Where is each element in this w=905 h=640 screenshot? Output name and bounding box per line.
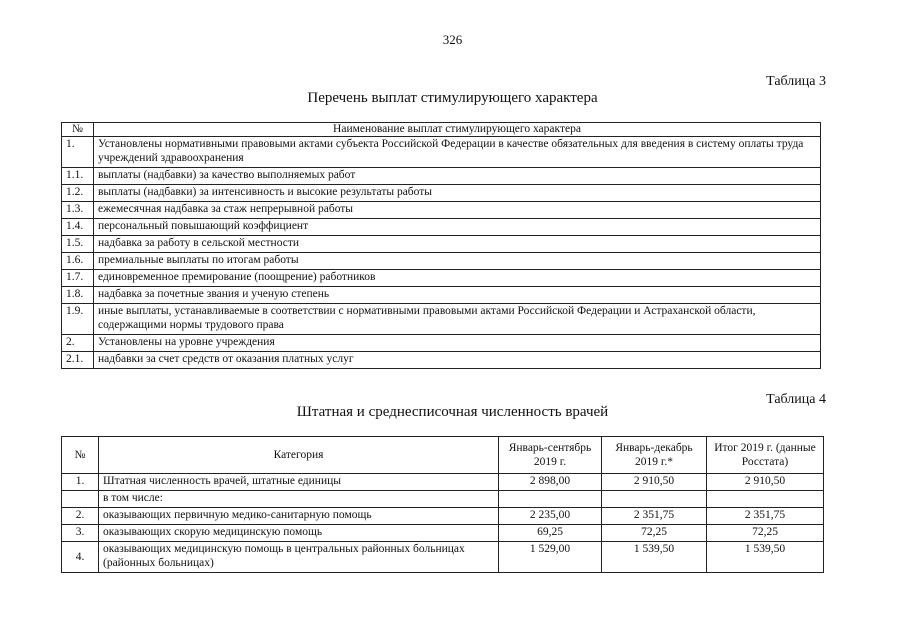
table-row [62, 352, 821, 369]
row-text: иные выплаты, устанавливаемые в соответствии с нормативными правовыми актами Российской Федерации и Астраханской области, содержащими нормы трудового права [94, 304, 821, 335]
row-value-total: 72,25 [707, 525, 824, 542]
table-row [62, 525, 824, 542]
row-number: 1.1. [62, 168, 94, 185]
row-number: 1. [62, 137, 94, 168]
row-text: выплаты (надбавки) за интенсивность и высокие результаты работы [94, 185, 821, 202]
table-row [62, 491, 824, 508]
row-value-jan-sep [499, 491, 602, 508]
row-number: 2. [62, 335, 94, 352]
table4-header-row [62, 437, 824, 474]
table4-header-jan-dec: Январь-декабрь 2019 г.* [602, 437, 707, 474]
row-text: ежемесячная надбавка за стаж непрерывной работы [94, 202, 821, 219]
row-category: оказывающих первичную медико-санитарную помощь [99, 508, 499, 525]
row-value-jan-dec [602, 491, 707, 508]
row-value-total [707, 491, 824, 508]
table-row [62, 335, 821, 352]
row-number [62, 491, 99, 508]
row-category: Штатная численность врачей, штатные единицы [99, 474, 499, 491]
table-row [62, 236, 821, 253]
row-number: 2.1. [62, 352, 94, 369]
row-number: 1.5. [62, 236, 94, 253]
row-value-jan-sep: 2 235,00 [499, 508, 602, 525]
table-row [62, 168, 821, 185]
row-value-total: 2 351,75 [707, 508, 824, 525]
table4-label: Таблица 4 [766, 392, 826, 407]
table3-header-num: № [62, 123, 94, 137]
table-row [62, 508, 824, 525]
row-value-total: 2 910,50 [707, 474, 824, 491]
row-value-jan-sep: 69,25 [499, 525, 602, 542]
row-value-jan-dec: 2 910,50 [602, 474, 707, 491]
table-row [62, 202, 821, 219]
table3 [61, 122, 821, 369]
row-text: выплаты (надбавки) за качество выполняемых работ [94, 168, 821, 185]
row-category: в том числе: [99, 491, 499, 508]
row-text: персональный повышающий коэффициент [94, 219, 821, 236]
row-text: Установлены нормативными правовыми актами субъекта Российской Федерации в качестве обязательных для введения в систему оплаты труда учреждений здравоохранения [94, 137, 821, 168]
table-row [62, 542, 824, 573]
row-number: 3. [62, 525, 99, 542]
table4-title: Штатная и среднесписочная численность врачей [296, 404, 609, 420]
table3-header-name: Наименование выплат стимулирующего характера [94, 123, 821, 137]
row-value-total: 1 539,50 [707, 542, 824, 573]
table-row [62, 219, 821, 236]
row-number: 1.8. [62, 287, 94, 304]
row-text: премиальные выплаты по итогам работы [94, 253, 821, 270]
table-row [62, 185, 821, 202]
row-category: оказывающих скорую медицинскую помощь [99, 525, 499, 542]
row-number: 1.6. [62, 253, 94, 270]
row-value-jan-dec: 1 539,50 [602, 542, 707, 573]
table-row [62, 287, 821, 304]
row-text: надбавка за работу в сельской местности [94, 236, 821, 253]
row-number: 1. [62, 474, 99, 491]
table4 [61, 436, 824, 573]
row-number: 2. [62, 508, 99, 525]
row-value-jan-dec: 72,25 [602, 525, 707, 542]
table-row [62, 474, 824, 491]
row-text: Установлены на уровне учреждения [94, 335, 821, 352]
row-value-jan-sep: 2 898,00 [499, 474, 602, 491]
row-text: надбавка за почетные звания и ученую степень [94, 287, 821, 304]
row-category: оказывающих медицинскую помощь в центральных районных больницах (районных больницах) [99, 542, 499, 573]
table-row [62, 253, 821, 270]
table-row [62, 137, 821, 168]
row-number: 4. [62, 542, 99, 573]
table4-header-jan-sep: Январь-сентябрь 2019 г. [499, 437, 602, 474]
table-row [62, 270, 821, 287]
table4-header-num: № [62, 437, 99, 474]
table-row [62, 304, 821, 335]
row-text: надбавки за счет средств от оказания платных услуг [94, 352, 821, 369]
table4-header-category: Категория [99, 437, 499, 474]
row-number: 1.2. [62, 185, 94, 202]
row-number: 1.4. [62, 219, 94, 236]
row-value-jan-sep: 1 529,00 [499, 542, 602, 573]
row-number: 1.3. [62, 202, 94, 219]
row-text: единовременное премирование (поощрение) работников [94, 270, 821, 287]
table3-title: Перечень выплат стимулирующего характера [307, 90, 598, 106]
row-value-jan-dec: 2 351,75 [602, 508, 707, 525]
table4-header-total-rosstat: Итог 2019 г. (данные Росстата) [707, 437, 824, 474]
row-number: 1.7. [62, 270, 94, 287]
row-number: 1.9. [62, 304, 94, 335]
table3-header-row [62, 123, 821, 137]
table3-label: Таблица 3 [766, 74, 826, 89]
page-number: 326 [442, 32, 463, 47]
